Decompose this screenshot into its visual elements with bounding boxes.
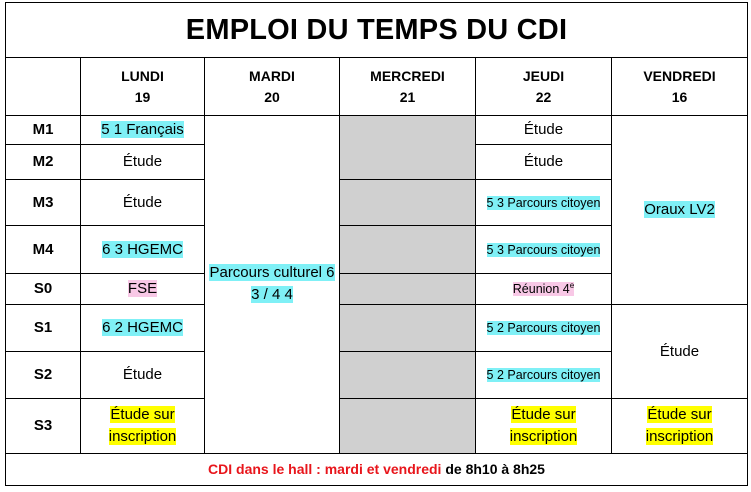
cell-mercredi-closed (340, 226, 476, 273)
cell-lundi-s2 (81, 352, 205, 399)
footer-red-text: CDI dans le hall : mardi et vendredi (208, 461, 442, 478)
day-header-vendredi: VENDREDI 16 (612, 58, 748, 115)
activity-text: Étude sur inscription (108, 406, 177, 446)
day-header-mercredi: MERCREDI 21 (340, 58, 476, 115)
cell-jeudi-s1 (476, 304, 612, 351)
cell-jeudi-s3 (476, 399, 612, 453)
page-title: EMPLOI DU TEMPS DU CDI (6, 3, 748, 58)
activity-text: Étude (523, 153, 564, 171)
cell-jeudi-m4 (476, 226, 612, 273)
slot-label: M2 (6, 144, 81, 179)
cell-mardi (205, 115, 340, 453)
day-header-lundi: LUNDI 19 (81, 58, 205, 115)
activity-text: 5 3 Parcours citoyen (486, 195, 601, 210)
cell-jeudi-m3 (476, 180, 612, 226)
activity-text: 6 3 HGEMC (102, 240, 183, 258)
cell-mercredi-closed (340, 115, 476, 179)
cell-mercredi-closed (340, 399, 476, 453)
slot-label: M4 (6, 226, 81, 273)
meeting-text: Réunion 4e (512, 280, 575, 296)
cell-jeudi-m1 (476, 115, 612, 144)
slot-label: S0 (6, 273, 81, 304)
activity-text: Étude (122, 153, 163, 171)
activity-text: 6 2 HGEMC (102, 319, 183, 337)
cell-vendredi-morning (612, 115, 748, 304)
activity-text: Étude (523, 120, 564, 138)
footer-time-text: de 8h10 à 8h25 (445, 461, 545, 478)
cell-lundi-s3 (81, 399, 205, 453)
activity-text: Parcours culturel 6 3 / 4 4 (209, 264, 335, 304)
cell-lundi-m2 (81, 144, 205, 179)
cell-lundi-s0 (81, 273, 205, 304)
activity-text: 5 2 Parcours citoyen (486, 321, 601, 336)
cell-vendredi-s3 (612, 399, 748, 453)
cell-vendredi-s2 (612, 304, 748, 399)
cell-mercredi-closed (340, 352, 476, 399)
activity-text: Étude (122, 193, 163, 211)
cell-lundi-s1 (81, 304, 205, 351)
slot-label: S1 (6, 304, 81, 351)
day-header-jeudi: JEUDI 22 (476, 58, 612, 115)
cell-jeudi-s0 (476, 273, 612, 304)
cell-jeudi-s2 (476, 352, 612, 399)
activity-text: 5 2 Parcours citoyen (486, 368, 601, 383)
activity-text: 5 3 Parcours citoyen (486, 242, 601, 257)
footer-note (6, 453, 748, 485)
cell-mercredi-closed (340, 273, 476, 304)
slot-label: S3 (6, 399, 81, 453)
cell-lundi-m4 (81, 226, 205, 273)
activity-text: FSE (127, 279, 158, 297)
cell-jeudi-m2 (476, 144, 612, 179)
activity-text: Étude (122, 366, 163, 384)
corner-cell (6, 58, 81, 115)
cell-mercredi-closed (340, 180, 476, 226)
cell-lundi-m1 (81, 115, 205, 144)
timetable (5, 2, 748, 486)
slot-label: M1 (6, 115, 81, 144)
slot-label: S2 (6, 352, 81, 399)
day-header-mardi: MARDI 20 (205, 58, 340, 115)
activity-text: 5 1 Français (101, 120, 184, 138)
slot-label: M3 (6, 180, 81, 226)
activity-text: Étude (659, 342, 700, 360)
cell-lundi-m3 (81, 180, 205, 226)
activity-text: Étude sur inscription (509, 406, 578, 446)
activity-text: Oraux LV2 (644, 200, 715, 218)
cell-mercredi-closed (340, 304, 476, 351)
activity-text: Étude sur inscription (645, 406, 714, 446)
